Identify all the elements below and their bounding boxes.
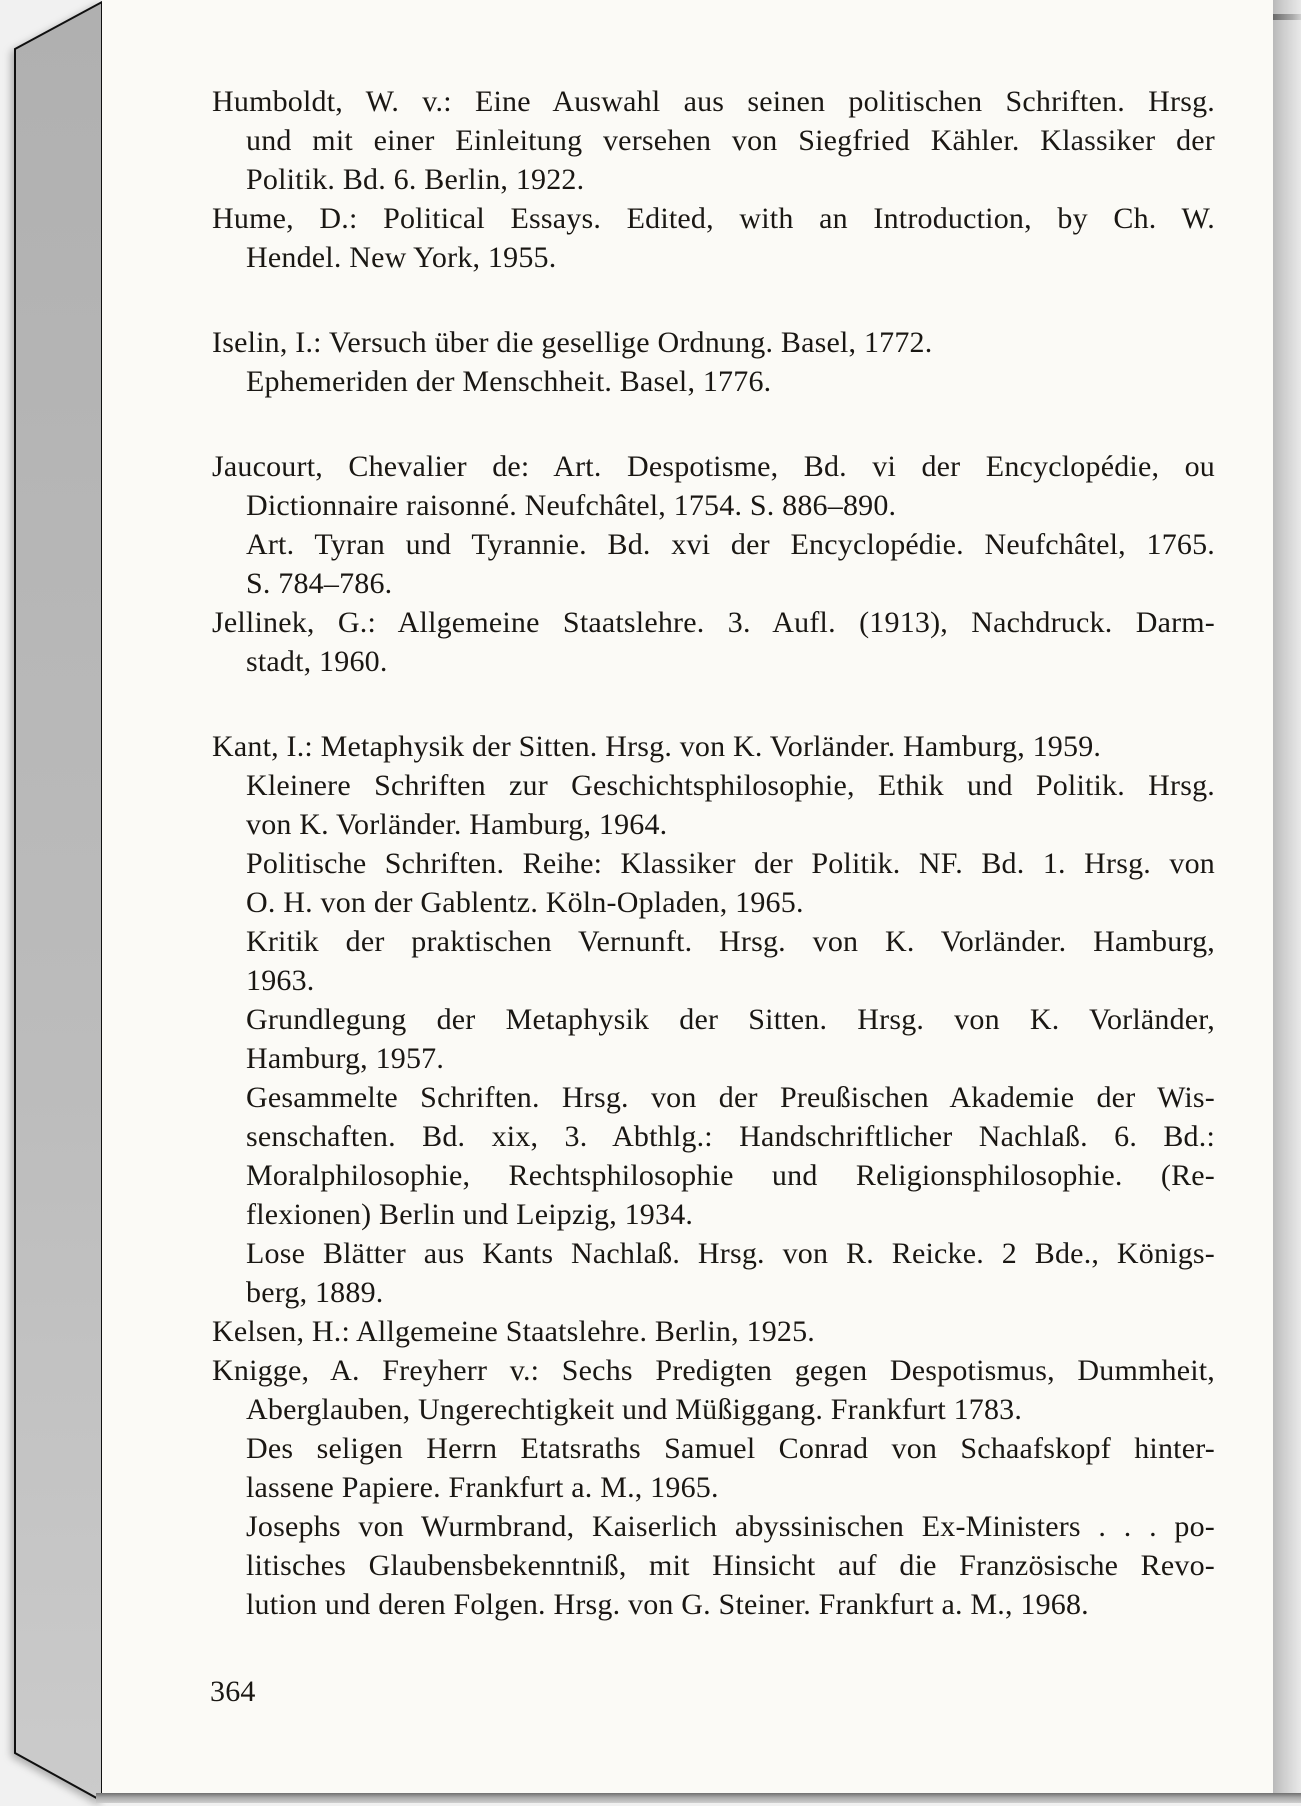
bibliography-entry [212, 1312, 1215, 1351]
bibliography-entry [212, 1000, 1215, 1078]
text-line: Kant, I.: Metaphysik der Sitten. Hrsg. von K. Vorländer. Hamburg, 1959. [212, 730, 1102, 763]
text-line: Politische Schriften. Reihe: Klassiker der Politik. NF. Bd. 1. Hrsg. von [246, 847, 1215, 880]
bibliography-group [212, 323, 1215, 401]
bibliography-entry [212, 844, 1215, 922]
text-line: O. H. von der Gablentz. Köln-Opladen, 1965. [246, 886, 804, 919]
page-paper [102, 0, 1273, 1795]
text-line: Lose Blätter aus Kants Nachlaß. Hrsg. von R. Reicke. 2 Bde., Königs- [246, 1237, 1215, 1270]
bibliography-entry [212, 323, 1215, 362]
bibliography-entry [212, 447, 1215, 525]
bibliography-entry [212, 922, 1215, 1000]
text-line: S. 784–786. [246, 567, 393, 600]
bibliography-group [212, 447, 1215, 681]
bibliography-text-column [212, 82, 1215, 1624]
bibliography-entry [212, 766, 1215, 844]
bibliography-entry [212, 1234, 1215, 1312]
bibliography-entry [212, 1078, 1215, 1234]
text-line: Kleinere Schriften zur Geschichtsphilosophie, Ethik und Politik. Hrsg. [246, 769, 1215, 802]
bibliography-entry [212, 603, 1215, 681]
bibliography-entry [212, 362, 1215, 401]
text-line: Josephs von Wurmbrand, Kaiserlich abyssinischen Ex-Ministers . . . po- [246, 1510, 1215, 1543]
bibliography-entry [212, 727, 1215, 766]
bibliography-entry [212, 1351, 1215, 1429]
text-line: Kelsen, H.: Allgemeine Staatslehre. Berlin, 1925. [212, 1315, 816, 1348]
bibliography-entry [212, 525, 1215, 603]
bibliography-entry [212, 1429, 1215, 1507]
text-line: Politik. Bd. 6. Berlin, 1922. [246, 163, 585, 196]
spine-panel [15, 2, 102, 1801]
text-line: 1963. [246, 964, 315, 997]
text-line: litisches Glaubensbekenntniß, mit Hinsicht auf die Französische Revo- [246, 1549, 1215, 1582]
text-line: Moralphilosophie, Rechtsphilosophie und Religionsphilosophie. (Re- [246, 1159, 1215, 1192]
text-line: Dictionnaire raisonné. Neufchâtel, 1754. S. 886–890. [246, 489, 897, 522]
text-line: Kritik der praktischen Vernunft. Hrsg. von K. Vorländer. Hamburg, [246, 925, 1215, 958]
text-line: Iselin, I.: Versuch über die gesellige Ordnung. Basel, 1772. [212, 326, 933, 359]
text-line: Art. Tyran und Tyrannie. Bd. xvi der Encyclopédie. Neufchâtel, 1765. [246, 528, 1215, 561]
text-line: Jaucourt, Chevalier de: Art. Despotisme, Bd. vi der Encyclopédie, ou [212, 450, 1215, 483]
text-line: und mit einer Einleitung versehen von Siegfried Kähler. Klassiker der [246, 124, 1215, 157]
text-line: stadt, 1960. [246, 645, 388, 678]
text-line: Gesammelte Schriften. Hrsg. von der Preußischen Akademie der Wis- [246, 1081, 1215, 1114]
bibliography-entry [212, 82, 1215, 199]
text-line: lution und deren Folgen. Hrsg. von G. Steiner. Frankfurt a. M., 1968. [246, 1588, 1089, 1621]
text-line: Grundlegung der Metaphysik der Sitten. Hrsg. von K. Vorländer, [246, 1003, 1215, 1036]
text-line: senschaften. Bd. xix, 3. Abthlg.: Handschriftlicher Nachlaß. 6. Bd.: [246, 1120, 1215, 1153]
text-line: von K. Vorländer. Hamburg, 1964. [246, 808, 668, 841]
text-line: Aberglauben, Ungerechtigkeit und Müßiggang. Frankfurt 1783. [246, 1393, 1023, 1426]
page-curl-line [1273, 14, 1301, 20]
bibliography-group [212, 727, 1215, 1624]
page-number: 364 [210, 1675, 256, 1708]
text-line: Humboldt, W. v.: Eine Auswahl aus seinen politischen Schriften. Hrsg. [212, 85, 1215, 118]
page-bottom-edge-shadow [96, 1793, 1301, 1803]
text-line: Des seligen Herrn Etatsraths Samuel Conrad von Schaafskopf hinter- [246, 1432, 1215, 1465]
text-line: Hume, D.: Political Essays. Edited, with an Introduction, by Ch. W. [212, 202, 1215, 235]
text-line: Hendel. New York, 1955. [246, 241, 557, 274]
text-line: Knigge, A. Freyherr v.: Sechs Predigten gegen Despotismus, Dummheit, [212, 1354, 1215, 1387]
text-line: berg, 1889. [246, 1276, 384, 1309]
text-line: Jellinek, G.: Allgemeine Staatslehre. 3. Aufl. (1913), Nachdruck. Darm- [212, 606, 1215, 639]
text-line: Hamburg, 1957. [246, 1042, 445, 1075]
bibliography-entry [212, 199, 1215, 277]
text-line: flexionen) Berlin und Leipzig, 1934. [246, 1198, 694, 1231]
bibliography-group [212, 82, 1215, 277]
page-right-edge-shadow [1273, 0, 1301, 1795]
text-line: lassene Papiere. Frankfurt a. M., 1965. [246, 1471, 719, 1504]
bibliography-entry [212, 1507, 1215, 1624]
text-line: Ephemeriden der Menschheit. Basel, 1776. [246, 365, 772, 398]
